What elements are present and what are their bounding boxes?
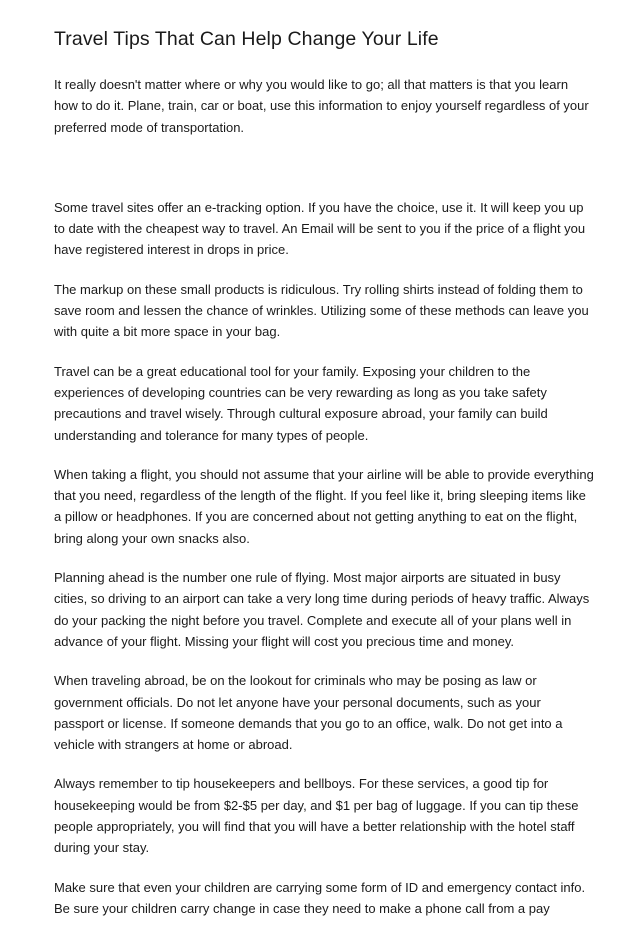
page-title: Travel Tips That Can Help Change Your Life: [54, 28, 439, 50]
paragraph-family-travel: Travel can be a great educational tool for your family. Exposing your children to the experiences of developing countries can be very rewarding as long as you take safety precautions and travel wisely. Through cultural exposure abroad, your family can build understanding and tolerance for many types of people.: [54, 363, 548, 443]
paragraph-tipping: Always remember to tip housekeepers and bellboys. For these services, a good tip for housekeeping would be from $2-$5 per day, and $1 per bag of luggage. If you can tip these people appropriately, you will find that you will have a better relationship with the hotel staff during your stay.: [54, 776, 579, 856]
paragraph-planning-ahead: Planning ahead is the number one rule of flying. Most major airports are situated in busy cities, so driving to an airport can take a very long time during periods of heavy traffic. Always do your packing the night before you travel. Complete and execute all of your plans well in advance of your flight. Missing your flight will cost you precious time and money.: [54, 570, 590, 649]
paragraph-packing: The markup on these small products is ridiculous. Try rolling shirts instead of folding them to save room and lessen the chance of wrinkles. Utilizing some of these methods can leave you with quite a bit more space in your bag.: [54, 281, 589, 340]
paragraph-children-id: Make sure that even your children are carrying some form of ID and emergency contact info. Be sure your children carry change in case they need to make a phone call from a pay: [54, 879, 586, 916]
document-page: [54, 24, 594, 937]
paragraph-e-tracking: Some travel sites offer an e-tracking option. If you have the choice, use it. It will keep you up to date with the cheapest way to travel. An Email will be sent to you if the price of a flight you have registered interest in drops in price.: [54, 199, 586, 258]
paragraph-criminals-abroad: When traveling abroad, be on the lookout for criminals who may be posing as law or government officials. Do not let anyone have your personal documents, such as your passport or license. If someone demands that you go to an office, walk. Do not get into a vehicle with strangers at home or abroad.: [54, 673, 563, 753]
paragraph-flight-items: When taking a flight, you should not assume that your airline will be able to provide everything that you need, regardless of the length of the flight. If you feel like it, bring sleeping items like a pillow or headphones. If you are concerned about not getting anything to eat on the flight, bring along your own snacks also.: [54, 466, 594, 546]
paragraph-intro: It really doesn't matter where or why you would like to go; all that matters is that you learn how to do it. Plane, train, car or boat, use this information to enjoy yourself regardless of your preferred mode of transportation.: [54, 77, 589, 135]
